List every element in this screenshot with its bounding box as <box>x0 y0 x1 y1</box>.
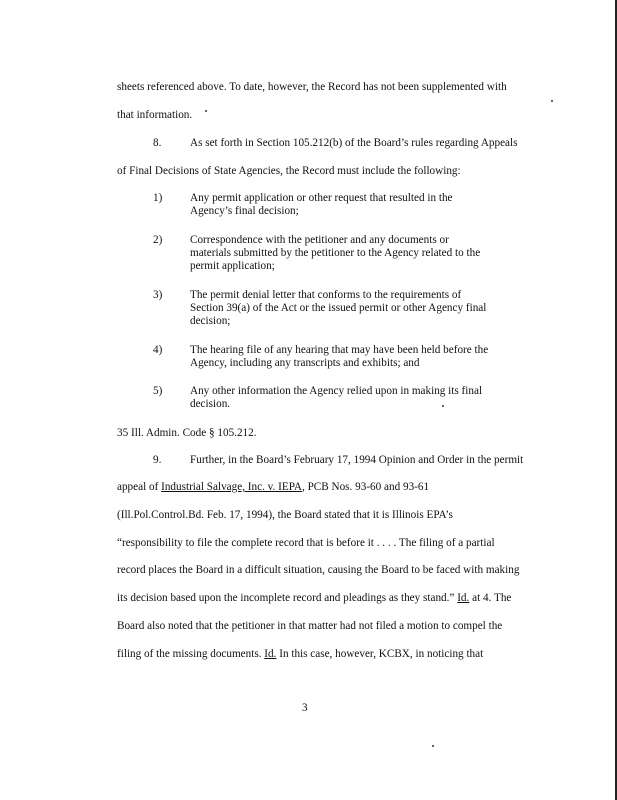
text-span: at 4. The <box>469 592 512 604</box>
text-span: filing of the missing documents. <box>117 648 265 660</box>
text-line <box>117 648 483 660</box>
text-line: (Ill.Pol.Control.Bd. Feb. 17, 1994), the Board stated that it is Illinois EPA’s <box>117 509 453 521</box>
case-name: Industrial Salvage, Inc. v. IEPA <box>161 481 302 493</box>
list-item-line: permit application; <box>190 260 275 272</box>
list-item-line: Any other information the Agency relied upon in making its final <box>190 385 483 397</box>
citation-id: Id. <box>457 592 470 604</box>
list-item-line: decision; <box>190 315 231 327</box>
scan-speck <box>432 745 434 747</box>
paragraph-number: 9. <box>153 454 162 466</box>
text-line: Further, in the Board’s February 17, 1994 Opinion and Order in the permit <box>190 454 524 466</box>
list-item-text <box>190 385 482 411</box>
list-item-text <box>190 192 453 218</box>
text-line: As set forth in Section 105.212(b) of the Board’s rules regarding Appeals <box>190 137 518 149</box>
text-span: In this case, however, KCBX, in noticing that <box>276 648 484 660</box>
list-item-number: 1) <box>153 192 163 204</box>
list-item-line: Agency, including any transcripts and exhibits; and <box>190 357 420 369</box>
text-span: , PCB Nos. 93-60 and 93-61 <box>301 481 430 493</box>
list-item-line: Any permit application or other request that resulted in the <box>190 192 453 204</box>
list-item-number: 3) <box>153 289 163 301</box>
text-span: appeal of <box>117 481 162 493</box>
list-item-number: 5) <box>153 385 163 397</box>
list-item-number: 2) <box>153 234 163 246</box>
text-line: Board also noted that the petitioner in that matter had not filed a motion to compel the <box>117 620 503 632</box>
citation-id: Id. <box>264 648 277 660</box>
list-item-line: materials submitted by the petitioner to the Agency related to the <box>190 247 481 259</box>
text-line: that information. <box>117 109 193 121</box>
list-item-text <box>190 234 480 273</box>
list-item-line: Correspondence with the petitioner and any documents or <box>190 234 449 246</box>
list-item-line: The permit denial letter that conforms to the requirements of <box>190 289 462 301</box>
scan-speck <box>442 405 444 407</box>
text-line <box>117 592 511 604</box>
list-item-line: decision. <box>190 398 231 410</box>
scan-speck <box>551 100 553 102</box>
scan-speck <box>205 110 207 112</box>
list-item-line: Section 39(a) of the Act or the issued permit or other Agency final <box>190 302 487 314</box>
text-line: of Final Decisions of State Agencies, the Record must include the following: <box>117 165 461 177</box>
text-span: its decision based upon the incomplete record and pleadings as they stand.” <box>117 592 458 604</box>
text-line: sheets referenced above. To date, however, the Record has not been supplemented with <box>117 81 507 93</box>
list-item-line: The hearing file of any hearing that may have been held before the <box>190 344 489 356</box>
list-item-number: 4) <box>153 344 163 356</box>
list-item-text <box>190 344 488 370</box>
text-line: “responsibility to file the complete record that is before it . . . . The filing of a partial <box>117 537 495 549</box>
text-line <box>117 481 429 493</box>
list-item-line: Agency’s final decision; <box>190 205 299 217</box>
page-number: 3 <box>302 702 308 714</box>
list-item-text <box>190 289 486 328</box>
citation: 35 Ill. Admin. Code § 105.212. <box>117 427 257 439</box>
paragraph-number: 8. <box>153 137 162 149</box>
text-line: record places the Board in a difficult situation, causing the Board to be faced with making <box>117 564 520 576</box>
